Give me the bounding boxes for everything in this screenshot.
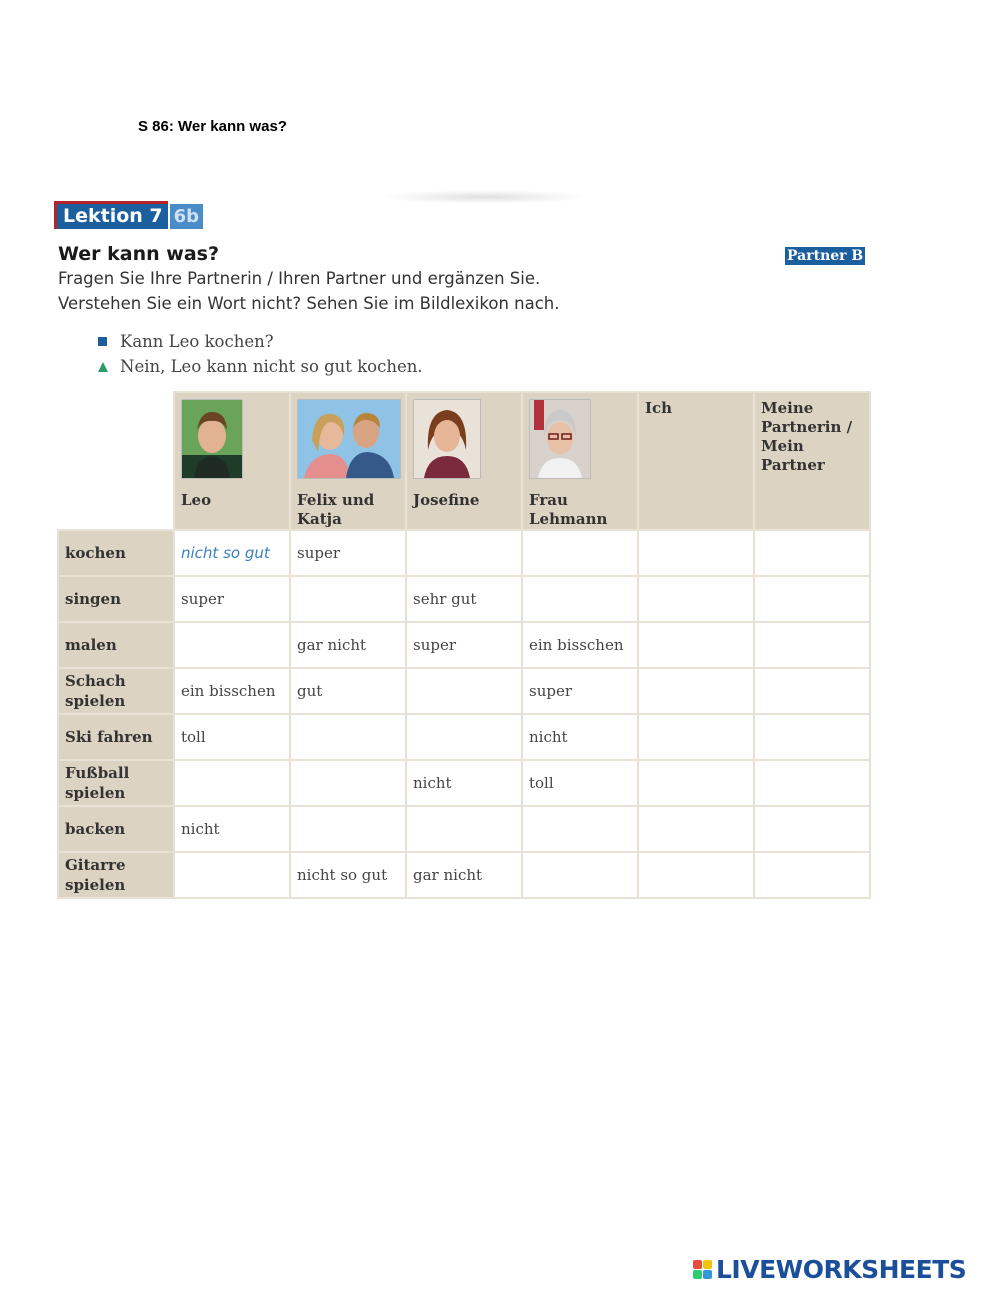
table-cell[interactable]: nicht <box>522 714 638 760</box>
column-header-ich <box>638 392 754 530</box>
logo-mark-icon <box>693 1260 712 1279</box>
square-bullet-icon <box>98 337 107 346</box>
table-cell[interactable] <box>406 714 522 760</box>
dialog-question <box>98 332 274 351</box>
table-cell[interactable]: gar nicht <box>290 622 406 668</box>
table-cell[interactable] <box>754 760 870 806</box>
column-name-josefine: Josefine <box>413 491 480 509</box>
josefine-photo <box>413 399 481 479</box>
table-cell[interactable] <box>290 714 406 760</box>
column-header-felix-katja <box>290 392 406 530</box>
column-header-frau-lehmann <box>522 392 638 530</box>
table-row <box>58 852 870 898</box>
row-activity-label: Schach spielen <box>58 668 174 714</box>
table-cell[interactable] <box>174 852 290 898</box>
column-name-felix-katja-line1: Felix und <box>297 491 375 509</box>
lesson-badge <box>54 204 203 229</box>
table-row <box>58 760 870 806</box>
table-cell[interactable] <box>290 576 406 622</box>
table-cell[interactable] <box>638 714 754 760</box>
row-activity-label: backen <box>58 806 174 852</box>
table-cell[interactable] <box>174 622 290 668</box>
table-header-row <box>58 392 870 530</box>
exercise-title: Wer kann was? <box>58 243 219 265</box>
table-cell[interactable]: gar nicht <box>406 852 522 898</box>
table-cell[interactable] <box>754 668 870 714</box>
row-activity-label: Fußball spielen <box>58 760 174 806</box>
table-cell[interactable] <box>522 576 638 622</box>
table-cell[interactable] <box>754 530 870 576</box>
table-cell[interactable]: gut <box>290 668 406 714</box>
table-cell[interactable] <box>638 668 754 714</box>
row-activity-label: Gitarre spielen <box>58 852 174 898</box>
liveworksheets-logo <box>693 1255 966 1284</box>
column-name-felix-katja-line2: Katja <box>297 510 342 528</box>
table-cell[interactable] <box>754 576 870 622</box>
table-cell[interactable]: nicht <box>406 760 522 806</box>
partner-badge: Partner B <box>787 248 864 264</box>
page-heading: S 86: Wer kann was? <box>138 118 287 135</box>
table-row <box>58 714 870 760</box>
dialog-question-text: Kann Leo kochen? <box>120 332 274 351</box>
column-header-partner <box>754 392 870 530</box>
row-activity-label: kochen <box>58 530 174 576</box>
table-cell[interactable]: super <box>174 576 290 622</box>
shadow-decoration <box>380 190 590 204</box>
table-cell[interactable] <box>522 852 638 898</box>
table-cell[interactable] <box>406 668 522 714</box>
table-cell[interactable] <box>290 760 406 806</box>
table-cell[interactable] <box>174 760 290 806</box>
table-cell[interactable]: super <box>522 668 638 714</box>
table-cell[interactable] <box>406 530 522 576</box>
table-row <box>58 806 870 852</box>
table-cell[interactable]: sehr gut <box>406 576 522 622</box>
instruction-line-1: Fragen Sie Ihre Partnerin / Ihren Partner und ergänzen Sie. <box>58 269 541 288</box>
table-row <box>58 622 870 668</box>
leo-photo <box>181 399 243 479</box>
row-activity-label: singen <box>58 576 174 622</box>
column-name-frau-lehmann-line2: Lehmann <box>529 510 608 528</box>
lesson-section: 6b <box>170 204 203 229</box>
table-cell[interactable] <box>290 806 406 852</box>
lesson-label: Lektion 7 <box>54 201 168 229</box>
table-cell[interactable] <box>638 852 754 898</box>
table-cell[interactable] <box>754 806 870 852</box>
table-cell[interactable] <box>638 530 754 576</box>
table-cell[interactable] <box>638 806 754 852</box>
table-cell[interactable] <box>406 806 522 852</box>
column-header-leo <box>174 392 290 530</box>
column-name-frau-lehmann-line1: Frau <box>529 491 568 509</box>
table-cell[interactable]: super <box>290 530 406 576</box>
dialog-answer <box>98 357 423 376</box>
table-corner <box>58 392 174 530</box>
logo-text: LIVEWORKSHEETS <box>716 1255 967 1284</box>
table-cell[interactable] <box>638 760 754 806</box>
table-cell[interactable] <box>754 622 870 668</box>
felix-katja-photo <box>297 399 401 479</box>
table-row <box>58 576 870 622</box>
table-cell[interactable]: super <box>406 622 522 668</box>
table-cell[interactable]: ein bisschen <box>174 668 290 714</box>
frau-lehmann-photo <box>529 399 591 479</box>
instruction-line-2: Verstehen Sie ein Wort nicht? Sehen Sie im Bildlexikon nach. <box>58 294 560 313</box>
table-row <box>58 530 870 576</box>
dialog-answer-text: Nein, Leo kann nicht so gut kochen. <box>120 357 423 376</box>
column-header-josefine <box>406 392 522 530</box>
column-name-ich: Ich <box>645 399 673 417</box>
table-cell[interactable]: nicht so gut <box>174 530 290 576</box>
table-row <box>58 668 870 714</box>
table-cell[interactable]: nicht so gut <box>290 852 406 898</box>
table-cell[interactable] <box>754 714 870 760</box>
table-cell[interactable] <box>638 622 754 668</box>
table-cell[interactable]: nicht <box>174 806 290 852</box>
column-name-partner: Meine Partnerin / Mein Partner <box>761 399 853 474</box>
skills-table <box>57 391 871 899</box>
table-cell[interactable] <box>522 530 638 576</box>
table-cell[interactable] <box>638 576 754 622</box>
table-cell[interactable] <box>522 806 638 852</box>
table-cell[interactable]: toll <box>522 760 638 806</box>
table-cell[interactable]: toll <box>174 714 290 760</box>
triangle-bullet-icon <box>98 362 108 372</box>
column-name-leo: Leo <box>181 491 212 509</box>
table-cell[interactable]: ein bisschen <box>522 622 638 668</box>
table-cell[interactable] <box>754 852 870 898</box>
row-activity-label: Ski fahren <box>58 714 174 760</box>
row-activity-label: malen <box>58 622 174 668</box>
